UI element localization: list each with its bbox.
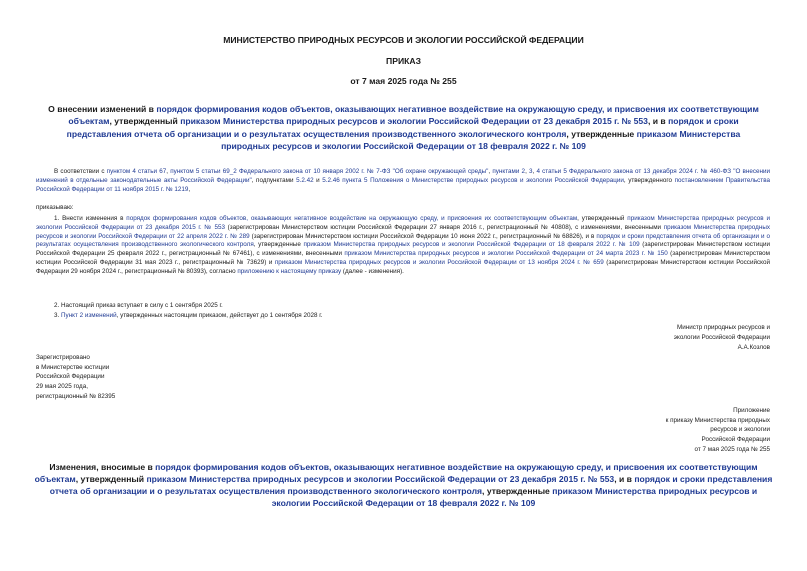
ministry-header: МИНИСТЕРСТВО ПРИРОДНЫХ РЕСУРСОВ И ЭКОЛОГИИ РОССИЙСКОЙ ФЕДЕРАЦИИ bbox=[223, 35, 584, 45]
preamble-text: , подпунктами bbox=[251, 176, 297, 184]
changes-title-text: , и в bbox=[614, 474, 635, 484]
preamble-text: , bbox=[188, 185, 191, 193]
doc-type-heading: ПРИКАЗ bbox=[386, 56, 421, 66]
title-text: , утвержденный bbox=[109, 116, 181, 127]
preamble-link[interactable]: постановлением Правительства Российской Федерации от 11 ноября 2015 г. № 1219 bbox=[36, 176, 770, 193]
item1-text: , утвержденные bbox=[253, 241, 304, 249]
preamble-text: и bbox=[313, 176, 323, 184]
item1-link[interactable]: приказом Министерства природных ресурсов и экологии Российской Федерации от 24 марта 2023 г. № 150 bbox=[344, 250, 668, 258]
appendix-header bbox=[600, 406, 770, 455]
changes-title-link[interactable]: порядок и сроки представления отчета об организации и о результатах осуществления производственного экологического контроля bbox=[49, 474, 773, 496]
preamble-text: , bbox=[525, 168, 529, 175]
item1-link[interactable]: приказом Министерства природных ресурсов и экологии Российской Федерации от 13 ноября 2024 г. № 659 bbox=[274, 258, 604, 266]
minister-signature bbox=[600, 323, 770, 352]
item3-link-point-2[interactable]: Пункт 2 изменений bbox=[61, 312, 117, 319]
preamble-paragraph bbox=[36, 168, 770, 194]
prikazyvayu-line: приказываю: bbox=[36, 204, 74, 211]
preamble-link[interactable]: пунктом 5 статьи 69_2 Федерального закона от 10 января 2002 г. № 7-ФЗ "Об охране окружающей среды" bbox=[170, 168, 489, 175]
item-2-paragraph: 2. Настоящий приказ вступает в силу с 1 сентября 2025 г. bbox=[54, 302, 223, 309]
item1-link-appendix[interactable]: приложению к настоящему приказу bbox=[237, 267, 342, 275]
signature-line: экологии Российской Федерации bbox=[673, 333, 770, 341]
item1-link[interactable]: приказом Министерства природных ресурсов и экологии Российской Федерации от 22 апреля 2022 г. № 289 bbox=[36, 223, 770, 240]
changes-title-text: , утвержденные bbox=[482, 486, 553, 496]
appendix-line: Приложение bbox=[733, 407, 770, 414]
preamble-text: , bbox=[532, 168, 537, 175]
title-text: , и в bbox=[647, 116, 669, 127]
registration-line: Зарегистрировано bbox=[36, 354, 90, 361]
preamble-link[interactable]: 5.2.42 bbox=[296, 176, 314, 184]
preamble-text: , bbox=[166, 168, 171, 175]
registration-number: регистрационный № 82395 bbox=[36, 392, 116, 400]
item1-text: (зарегистрирован Министерством юстиции Российской Федерации 29 ноября 2024 г., регистрационный № 80393), согласно bbox=[36, 258, 770, 275]
title-link-procedure-codes[interactable]: порядок формирования кодов объектов, оказывающих негативное воздействие на окружающую среду, и присвоения их соответствующим объектам bbox=[68, 104, 759, 127]
appendix-line: от 7 мая 2025 года № 255 bbox=[694, 445, 770, 453]
item1-link[interactable]: приказом Министерства природных ресурсов и экологии Российской Федерации от 23 декабря 2015 г. № 553 bbox=[36, 215, 771, 231]
preamble-text: В соответствии с bbox=[54, 168, 107, 175]
changes-title-text: , утвержденный bbox=[75, 474, 147, 484]
appendix-line: ресурсов и экологии bbox=[710, 426, 770, 434]
item3-text: 3. bbox=[54, 312, 62, 319]
title-link-procedure-report[interactable]: порядок и сроки представления отчета об организации и о результатах осуществления производственного экологического контроля bbox=[66, 116, 739, 139]
title-link-order-109[interactable]: приказом Министерства природных ресурсов и экологии Российской Федерации от 18 февраля 2022 г. № 109 bbox=[221, 128, 741, 152]
item1-link[interactable]: порядок формирования кодов объектов, оказывающих негативное воздействие на окружающую среду, и присвоения их соответствующим объектам bbox=[126, 215, 578, 222]
changes-title-text: Изменения, вносимые в bbox=[49, 462, 156, 472]
item1-text: (далее - изменения). bbox=[341, 267, 404, 275]
title-link-order-553[interactable]: приказом Министерства природных ресурсов и экологии Российской Федерации от 23 декабря 2015 г. № 553 bbox=[180, 116, 648, 127]
title-text: О внесении изменений в bbox=[48, 104, 157, 114]
changes-title-link[interactable]: порядок формирования кодов объектов, оказывающих негативное воздействие на окружающую среду, и присвоения их соответствующим объектам bbox=[34, 462, 758, 484]
item1-text: (зарегистрирован Министерством юстиции Российской Федерации 27 января 2016 г., регистрационный № 40808), с изменениями, внесенными bbox=[224, 223, 664, 231]
preamble-link[interactable]: 3 bbox=[529, 168, 533, 175]
changes-title-link[interactable]: приказом Министерства природных ресурсов и экологии Российской Федерации от 18 февраля 2022 г. № 109 bbox=[271, 486, 758, 508]
preamble-link[interactable]: 4 статьи 5 Федерального закона от 13 декабря 2024 г. № 460-ФЗ "О внесении изменений в отдельные законодательные акты Российской Федерации" bbox=[36, 168, 771, 184]
item-3-paragraph bbox=[54, 312, 754, 321]
item1-text: 1. Внести изменения в bbox=[54, 215, 127, 222]
order-date-number: от 7 мая 2025 года № 255 bbox=[350, 76, 457, 86]
registration-block bbox=[36, 353, 236, 402]
order-title bbox=[45, 103, 762, 153]
title-text: , утвержденные bbox=[566, 128, 637, 139]
item1-text: (зарегистрирован Министерством юстиции Российской Федерации 31 мая 2023 г., регистрационный № 73629) и bbox=[36, 250, 770, 266]
item3-text: , утвержденных настоящим приказом, действует до 1 сентября 2028 г. bbox=[116, 312, 323, 319]
preamble-text: , утвержденного bbox=[623, 176, 675, 184]
item1-link[interactable]: приказом Министерства природных ресурсов и экологии Российской Федерации от 18 февраля 2022 г. № 109 bbox=[303, 241, 640, 249]
item1-text: (зарегистрирован Министерством юстиции Российской Федерации 10 июня 2022 г., регистрационный № 68826), и в bbox=[249, 232, 597, 240]
signature-line: Министр природных ресурсов и bbox=[677, 324, 770, 331]
preamble-link[interactable]: 5.2.46 пункта 5 Положения о Министерстве природных ресурсов и экологии Российской Федерации bbox=[322, 176, 624, 184]
preamble-text: , bbox=[488, 168, 493, 175]
signature-name: А.А.Козлов bbox=[737, 343, 770, 351]
item1-text: (зарегистрирован Министерством юстиции Российской Федерации 25 февраля 2022 г., регистрационный № 67461), с изменениями, внесенными bbox=[36, 241, 770, 258]
changes-title-link[interactable]: приказом Министерства природных ресурсов и экологии Российской Федерации от 23 декабря 2015 г. № 553 bbox=[146, 474, 615, 484]
appendix-line: к приказу Министерства природных bbox=[665, 416, 770, 424]
changes-title bbox=[30, 461, 777, 509]
registration-line: Российской Федерации bbox=[36, 373, 105, 381]
appendix-line: Российской Федерации bbox=[701, 436, 770, 444]
item-1-paragraph bbox=[36, 215, 770, 277]
preamble-link[interactable]: пунктами 2 bbox=[492, 168, 526, 175]
item1-text: , утвержденный bbox=[577, 215, 628, 222]
preamble-link[interactable]: пунктом 4 статьи 67 bbox=[106, 168, 167, 175]
item1-link[interactable]: порядок и сроки представления отчета об организации и о результатах осуществления производственного экологического контроля bbox=[36, 232, 770, 249]
registration-line: в Министерстве юстиции bbox=[36, 363, 110, 371]
registration-date: 29 мая 2025 года, bbox=[36, 383, 88, 391]
